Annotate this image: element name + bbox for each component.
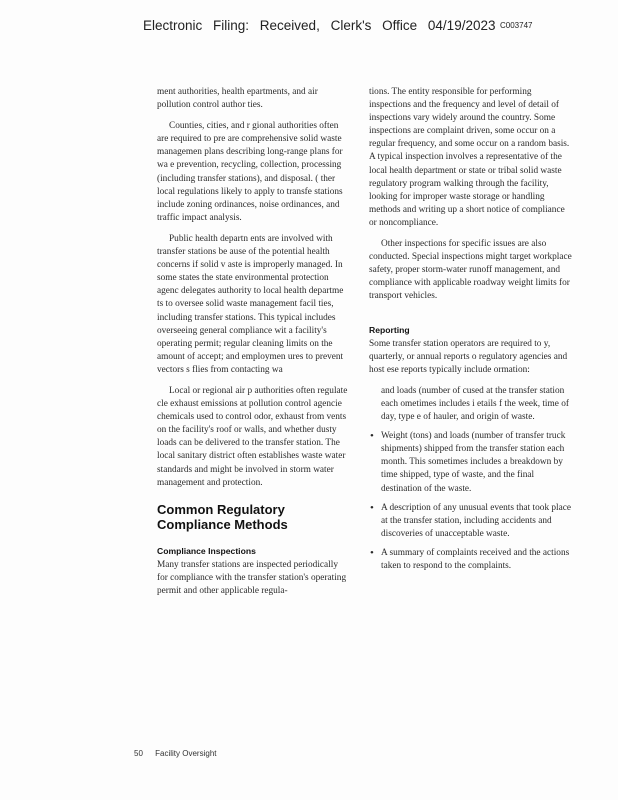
list-item: • Weight (tons) and loads (number of transfer truck shipments) shipped from the transfer station each month. This sometimes includes a breakdown by time shipped, type of waste, and the final destination of the waste. bbox=[381, 430, 574, 495]
document-code: C003747 bbox=[500, 21, 533, 30]
right-column bbox=[369, 86, 574, 579]
list-item: • A description of any unusual events that took place at the transfer station, including accidents and discoveries of unacceptable waste. bbox=[381, 502, 574, 541]
footer-section-title: Facility Oversight bbox=[155, 749, 217, 758]
paragraph: Public health departn ents are involved with transfer stations be ause of the potential health concerns if solid v aste is improperly managed. In some states the state environmental protection agenc delegates authority to local health departme ts to oversee solid waste management facil ties, including transfer stations. This typical includes overseeing general compliance wit a facility's operating permit; regular cleaning limits on the amount of accept; and employmen ures to prevent vectors s flies from contacting wa bbox=[157, 233, 344, 375]
list-item: and loads (number of cused at the transfer station each ometimes includes i etails f the week, time of day, type e of hauler, and origin of waste. bbox=[381, 385, 569, 423]
paragraph: tions. The entity responsible for performing inspections and the frequency and level of detail of inspections vary widely around the country. Some inspections are complaint driven, some occur on a regular frequency, and some occur on a random basis. A typical inspection involves a representative of the local health department or state or tribal solid waste regulatory program walking through the facility, looking for improper waste storage or handling methods and writing up a short notice of compliance or noncompliance. bbox=[369, 87, 570, 228]
subsection-heading: Compliance Inspections bbox=[157, 545, 256, 556]
page-footer bbox=[134, 749, 217, 758]
page-number: 50 bbox=[134, 749, 143, 758]
section-heading: Common Regulatory Compliance Methods bbox=[157, 501, 288, 533]
subsection-heading: Reporting bbox=[369, 324, 410, 335]
paragraph: Some transfer station operators are required to y, quarterly, or annual reports o regulatory agencies and host ese reports typically include ormation: bbox=[369, 338, 568, 375]
paragraph: Many transfer stations are inspected periodically for compliance with the transfer station's operating permit and other applicable regula- bbox=[157, 559, 347, 596]
paragraph: Counties, cities, and r gional authorities often are required to pre are comprehensive solid waste managemen plans describing long-range plans for wa e prevention, recycling, collection, processing (including transfer stations), and disposal. ( ther local regulations likely to apply to transfe stations include zoning ordinances, noise ordinances, and traffic impact analysis. bbox=[157, 121, 343, 223]
left-column bbox=[157, 86, 349, 606]
filing-stamp-text: Electronic Filing: Received, Clerk's Office 04/19/2023 bbox=[143, 18, 496, 33]
paragraph: Local or regional air p authorities often regulate cle exhaust emissions at pollution control agencie chemicals used to control odor, exhaust from vents on the facility's roof or walls, and whether dusty loads can be delivered to the transfer station. The local sanitary district often establishes waste water standards and might be involved in storm water management and protection. bbox=[157, 385, 348, 488]
paragraph: ment authorities, health epartments, and air pollution control author ties. bbox=[157, 87, 318, 111]
list-item: • A summary of complaints received and the actions taken to respond to the complaints. bbox=[381, 547, 574, 573]
paragraph: Other inspections for specific issues are also conducted. Special inspections might target workplace safety, proper storm-water runoff management, and compliance with applicable roadway weight limits for transport vehicles. bbox=[369, 239, 572, 302]
bullet-list bbox=[369, 385, 574, 573]
